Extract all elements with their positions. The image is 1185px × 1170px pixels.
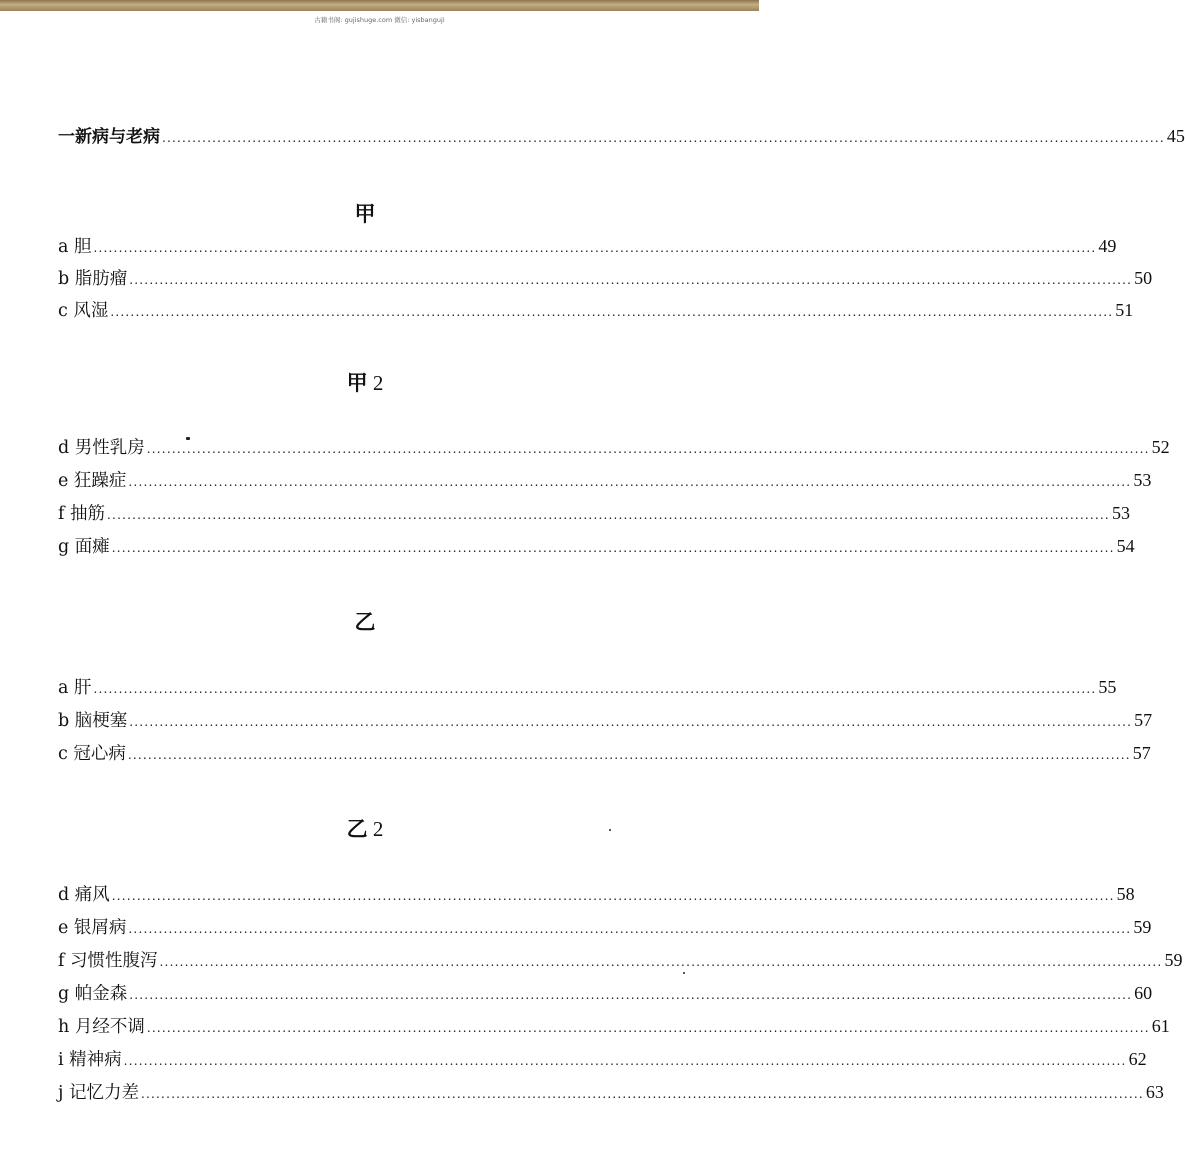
toc-entry-label: j 记忆力差 bbox=[58, 1083, 139, 1103]
toc-entry-label: e 狂躁症 bbox=[58, 471, 127, 491]
toc-entry-label: b 脑梗塞 bbox=[58, 711, 128, 731]
toc-entry-label: d 男性乳房 bbox=[58, 438, 145, 458]
dot-leader: ........................................................................................................................................................................................................ bbox=[110, 305, 1114, 319]
dot-leader: ........................................................................................................................................................................................................ bbox=[146, 442, 1150, 456]
dot-leader: ........................................................................................................................................................................................................ bbox=[111, 889, 1115, 903]
dot-leader: ........................................................................................................................................................................................................ bbox=[129, 273, 1133, 287]
toc-entry[interactable] bbox=[58, 1081, 1164, 1105]
toc-entry-page: 58 bbox=[1116, 884, 1135, 904]
toc-entry-page: 57 bbox=[1134, 710, 1153, 730]
dot-leader: ........................................................................................................................................................................................................ bbox=[111, 541, 1115, 555]
toc-entry[interactable] bbox=[58, 1048, 1147, 1072]
toc-entry-label: f 习惯性腹泻 bbox=[58, 951, 158, 971]
dot-leader: ........................................................................................................................................................................................................ bbox=[162, 131, 1165, 145]
toc-entry-label: 一新病与老病 bbox=[58, 127, 160, 147]
toc-entry-label: a 胆 bbox=[58, 237, 92, 257]
section-heading-yi-2: 乙 2 bbox=[346, 817, 384, 841]
toc-entry-page: 57 bbox=[1132, 743, 1151, 763]
toc-entry-page: 62 bbox=[1128, 1049, 1147, 1069]
section-heading-jia: 甲 bbox=[354, 202, 376, 226]
dot-leader: ........................................................................................................................................................................................................ bbox=[128, 475, 1132, 489]
dot-leader: ........................................................................................................................................................................................................ bbox=[129, 988, 1133, 1002]
section-heading-jia-2: 甲 2 bbox=[346, 371, 384, 395]
toc-entry[interactable] bbox=[58, 469, 1152, 493]
toc-entry-page: 49 bbox=[1098, 236, 1117, 256]
toc-entry-label: h 月经不调 bbox=[58, 1017, 145, 1037]
toc-entry-page: 45 bbox=[1166, 126, 1185, 146]
toc-entry[interactable] bbox=[58, 535, 1135, 559]
toc-entry-page: 55 bbox=[1098, 677, 1117, 697]
toc-entry-page: 53 bbox=[1111, 503, 1130, 523]
toc-entry-intro[interactable] bbox=[58, 125, 1185, 149]
toc-entry-label: g 帕金森 bbox=[58, 984, 128, 1004]
toc-entry-label: i 精神病 bbox=[58, 1050, 122, 1070]
toc-entry-page: 51 bbox=[1115, 300, 1134, 320]
dot-leader: ........................................................................................................................................................................................................ bbox=[141, 1087, 1144, 1101]
toc-entry-label: c 冠心病 bbox=[58, 744, 126, 764]
toc-entry-page: 54 bbox=[1116, 536, 1135, 556]
toc-entry-page: 59 bbox=[1164, 950, 1183, 970]
toc-entry[interactable] bbox=[58, 883, 1135, 907]
toc-entry-label: b 脂肪瘤 bbox=[58, 269, 128, 289]
dot-leader: ........................................................................................................................................................................................................ bbox=[93, 241, 1097, 255]
section-heading-yi: 乙 bbox=[354, 610, 376, 634]
toc-entry[interactable] bbox=[58, 709, 1153, 733]
dot-leader: ........................................................................................................................................................................................................ bbox=[107, 508, 1110, 522]
toc-entry[interactable] bbox=[58, 676, 1117, 700]
toc-entry-label: f 抽筋 bbox=[58, 504, 106, 524]
toc-entry[interactable] bbox=[58, 1015, 1170, 1039]
toc-entry-label: a 肝 bbox=[58, 678, 92, 698]
toc-entry-page: 59 bbox=[1133, 917, 1152, 937]
toc-entry-label: e 银屑病 bbox=[58, 918, 127, 938]
scan-speck bbox=[186, 437, 190, 440]
toc-entry-page: 61 bbox=[1151, 1016, 1170, 1036]
watermark: 古籍书阁: gujishuge.com 微信: yisbanguji bbox=[314, 16, 445, 24]
toc-entry-page: 50 bbox=[1134, 268, 1153, 288]
dot-leader: ........................................................................................................................................................................................................ bbox=[146, 1021, 1150, 1035]
dot-leader: ........................................................................................................................................................................................................ bbox=[129, 715, 1133, 729]
toc-entry[interactable] bbox=[58, 916, 1152, 940]
toc-entry-label: c 风湿 bbox=[58, 301, 109, 321]
toc-entry-page: 53 bbox=[1133, 470, 1152, 490]
dot-leader: ........................................................................................................................................................................................................ bbox=[159, 955, 1163, 969]
toc-entry[interactable] bbox=[58, 949, 1183, 973]
toc-entry[interactable] bbox=[58, 235, 1117, 259]
toc-entry[interactable] bbox=[58, 742, 1151, 766]
toc-entry-page: 63 bbox=[1145, 1082, 1164, 1102]
toc-entry-label: d 痛风 bbox=[58, 885, 110, 905]
dot-leader: ........................................................................................................................................................................................................ bbox=[127, 748, 1131, 762]
toc-entry[interactable] bbox=[58, 436, 1170, 460]
scan-speck bbox=[683, 972, 685, 974]
toc-entry-label: g 面瘫 bbox=[58, 537, 110, 557]
toc-entry[interactable] bbox=[58, 982, 1153, 1006]
toc-entry[interactable] bbox=[58, 502, 1130, 526]
toc-entry-page: 60 bbox=[1134, 983, 1153, 1003]
dot-leader: ........................................................................................................................................................................................................ bbox=[128, 922, 1132, 936]
top-border-bar bbox=[0, 0, 759, 11]
toc-entry-page: 52 bbox=[1151, 437, 1170, 457]
toc-entry[interactable] bbox=[58, 267, 1153, 291]
toc-entry[interactable] bbox=[58, 299, 1134, 323]
dot-leader: ........................................................................................................................................................................................................ bbox=[123, 1054, 1127, 1068]
scan-speck bbox=[609, 829, 611, 831]
dot-leader: ........................................................................................................................................................................................................ bbox=[93, 682, 1097, 696]
